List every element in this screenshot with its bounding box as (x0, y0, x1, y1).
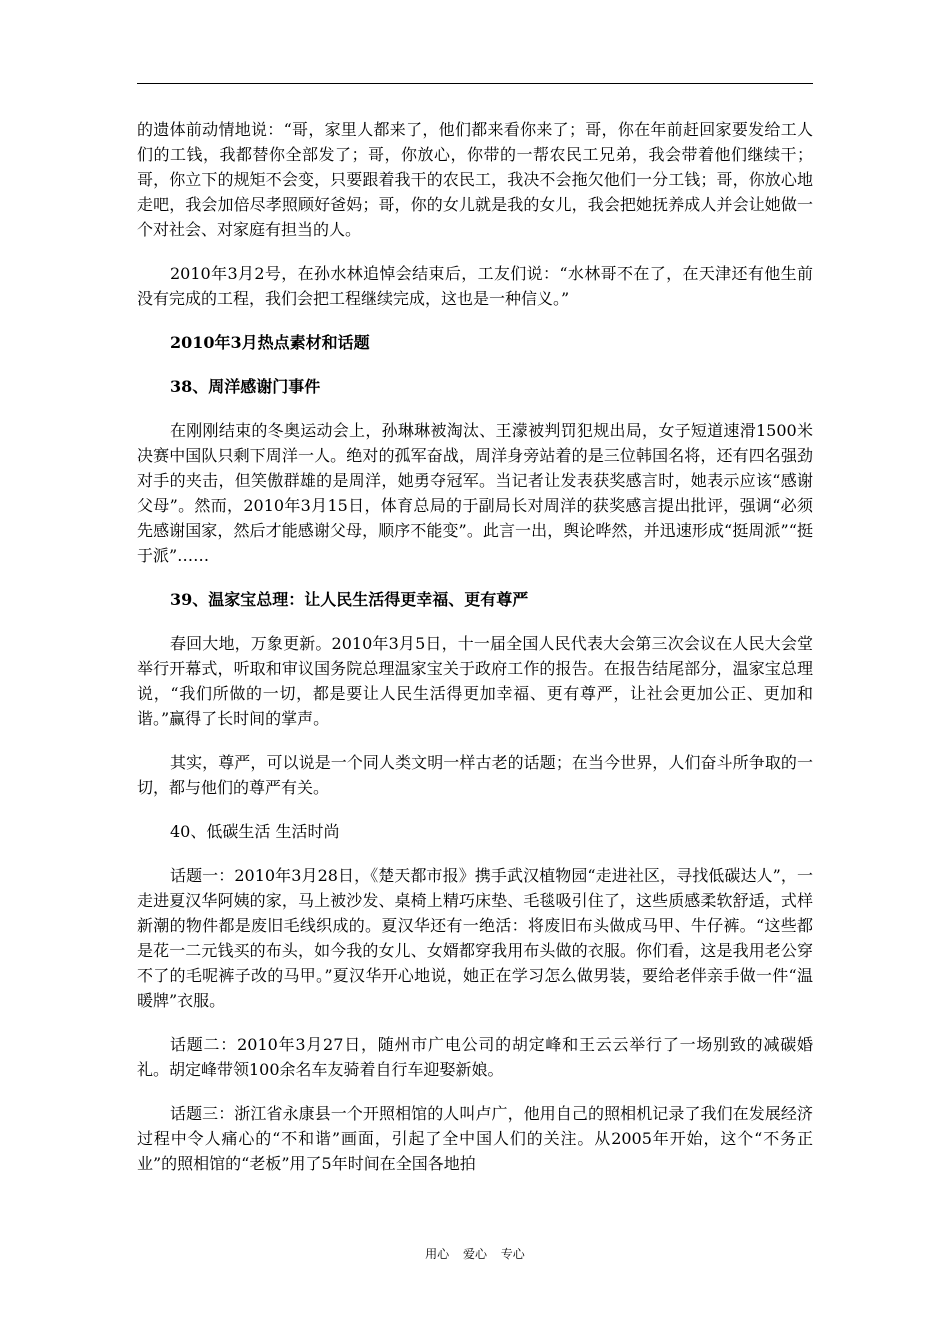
paragraph-topic-3: 话题三：浙江省永康县一个开照相馆的人叫卢广，他用自己的照相机记录了我们在发展经济过程中令人痛心的“不和谐”画面，引起了全中国人们的关注。从2005年开始，这个“不务正业”的照相馆的“老板”用了5年时间在全国各地拍 (137, 1104, 813, 1173)
paragraph-38: 在刚刚结束的冬奥运动会上，孙琳琳被淘汰、王濛被判罚犯规出局，女子短道速滑1500米决赛中国队只剩下周洋一人。绝对的孤军奋战，周洋身旁站着的是三位韩国名将，还有四名强劲对手的夹击，但笑傲群雄的是周洋，她勇夺冠军。当记者让发表获奖感言时，她表示应该“感谢父母”。然而，2010年3月15日，体育总局的于副局长对周洋的获奖感言提出批评，强调“必须先感谢国家，然后才能感谢父母，顺序不能变”。此言一出，舆论哗然，并迅速形成“挺周派”“挺于派”…… (137, 421, 813, 565)
section-heading: 2010年3月热点素材和话题 (170, 333, 370, 352)
heading-38: 38、周洋感谢门事件 (170, 377, 321, 396)
paragraph-39b: 其实，尊严，可以说是一个同人类文明一样古老的话题；在当今世界，人们奋斗所争取的一切，都与他们的尊严有关。 (137, 753, 813, 797)
paragraph-topic-1: 话题一：2010年3月28日，《楚天都市报》携手武汉植物园“走进社区，寻找低碳达人”，一走进夏汉华阿姨的家，马上被沙发、桌椅上精巧床垫、毛毯吸引住了，这些质感柔软舒适，式样新潮的物件都是废旧毛线织成的。夏汉华还有一绝活：将废旧布头做成马甲、牛仔裤。“这些都是花一二元钱买的布头，如今我的女儿、女婿都穿我用布头做的衣服。你们看，这是我用老公穿不了的毛呢裤子改的马甲。”夏汉华开心地说，她正在学习怎么做男装，要给老伴亲手做一件“温暖牌”衣服。 (137, 866, 813, 1010)
header-rule (137, 83, 813, 84)
paragraph-topic-2: 话题二：2010年3月27日，随州市广电公司的胡定峰和王云云举行了一场别致的减碳婚礼。胡定峰带领100余名车友骑着自行车迎娶新娘。 (137, 1035, 813, 1079)
heading-40: 40、低碳生活 生活时尚 (170, 822, 340, 841)
paragraph-memorial: 2010年3月2号，在孙水林追悼会结束后，工友们说：“水林哥不在了，在天津还有他生前没有完成的工程，我们会把工程继续完成，这也是一种信义。” (137, 264, 813, 308)
document-body (137, 117, 813, 1195)
paragraph-eulogy: 的遗体前动情地说：“哥，家里人都来了，他们都来看你来了；哥，你在年前赶回家要发给工人们的工钱，我都替你全部发了；哥，你放心，你带的一帮农民工兄弟，我会带着他们继续干；哥，你立下的规矩不会变，只要跟着我干的农民工，我决不会拖欠他们一分工钱；哥，你放心地走吧，我会加倍尽孝照顾好爸妈；哥，你的女儿就是我的女儿，我会把她抚养成人并会让她做一个对社会、对家庭有担当的人。 (137, 120, 813, 239)
heading-39: 39、温家宝总理：让人民生活得更幸福、更有尊严 (170, 590, 529, 609)
page-footer: 用心 爱心 专心 (425, 1247, 525, 1261)
paragraph-39a: 春回大地，万象更新。2010年3月5日，十一届全国人民代表大会第三次会议在人民大会堂举行开幕式，听取和审议国务院总理温家宝关于政府工作的报告。在报告结尾部分，温家宝总理说，“我们所做的一切，都是要让人民生活得更加幸福、更有尊严，让社会更加公正、更加和谐。”赢得了长时间的掌声。 (137, 634, 813, 728)
